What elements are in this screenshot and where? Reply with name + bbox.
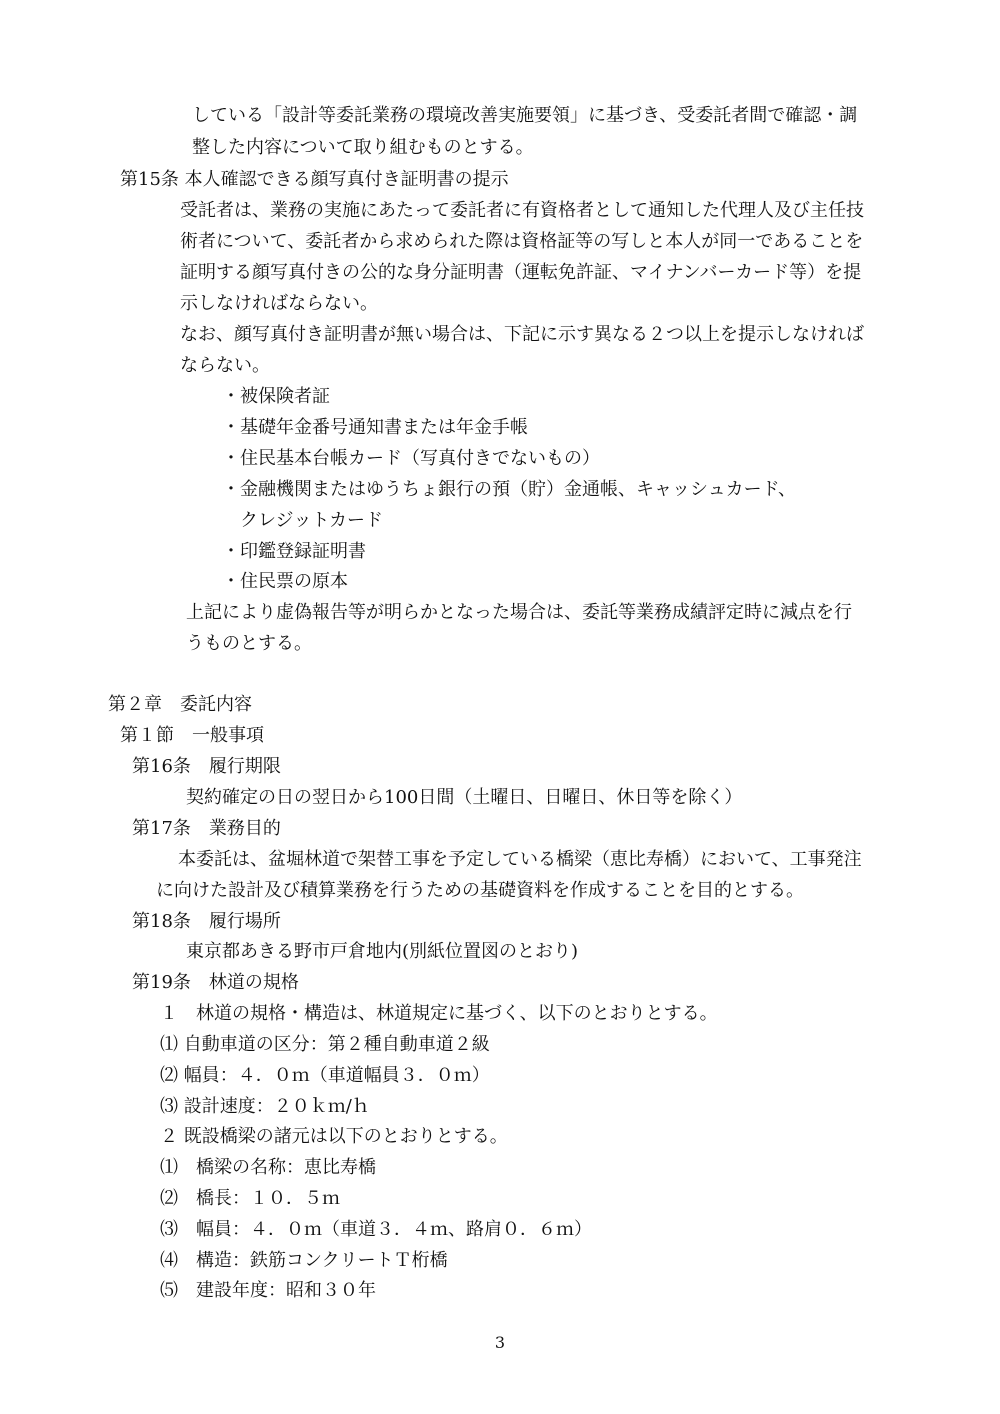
- text-line: １ 林道の規格・構造は、林道規定に基づく、以下のとおりとする。: [160, 1003, 718, 1024]
- list-item: ・住民票の原本: [222, 571, 348, 592]
- text-line: なお、顔写真付き証明書が無い場合は、下記に示す異なる２つ以上を提示しなければ: [180, 324, 864, 345]
- text-line: 契約確定の日の翌日から100日間（土曜日、日曜日、休日等を除く）: [186, 787, 743, 808]
- text-line: 上記により虚偽報告等が明らかとなった場合は、委託等業務成績評定時に減点を行: [186, 602, 852, 623]
- list-item: ⑵ 橋長：１０．５ｍ: [160, 1188, 340, 1209]
- text-line: している「設計等委託業務の環境改善実施要領」に基づき、受委託者間で確認・調: [192, 105, 858, 126]
- list-item: ⑴ 橋梁の名称：恵比寿橋: [160, 1157, 376, 1178]
- list-item: ⑶ 幅員：４．０ｍ（車道３．４ｍ、路肩０．６ｍ）: [160, 1219, 592, 1240]
- list-item: ⑸ 建設年度：昭和３０年: [160, 1280, 376, 1301]
- text-line: 整した内容について取り組むものとする。: [192, 137, 534, 158]
- article-15-heading: 第15条 本人確認できる顔写真付き証明書の提示: [120, 169, 509, 190]
- text-line: ならない。: [180, 355, 270, 376]
- page-number: 3: [494, 1333, 506, 1352]
- section-heading: 第１節 一般事項: [120, 725, 264, 746]
- text-line: 術者について、委託者から求められた際は資格証等の写しと本人が同一であることを: [180, 231, 864, 252]
- text-line: うものとする。: [186, 633, 312, 654]
- text-line: ２ 既設橋梁の諸元は以下のとおりとする。: [160, 1126, 508, 1147]
- text-line: 本委託は、盆堀林道で架替工事を予定している橋梁（恵比寿橋）において、工事発注: [178, 849, 862, 870]
- text-line: 受託者は、業務の実施にあたって委託者に有資格者として通知した代理人及び主任技: [180, 200, 864, 221]
- list-item: ⑷ 構造：鉄筋コンクリートＴ桁橋: [160, 1250, 448, 1271]
- list-item: ⑵ 幅員：４．０ｍ（車道幅員３．０ｍ）: [160, 1065, 490, 1086]
- text-line: 証明する顔写真付きの公的な身分証明書（運転免許証、マイナンバーカード等）を提: [180, 262, 862, 283]
- list-item: ・金融機関またはゆうちょ銀行の預（貯）金通帳、キャッシュカード、: [222, 479, 797, 500]
- text-line: に向けた設計及び積算業務を行うための基礎資料を作成することを目的とする。: [156, 880, 804, 901]
- article-19-heading: 第19条 林道の規格: [132, 972, 299, 993]
- text-line: 示しなければならない。: [180, 293, 378, 314]
- article-18-heading: 第18条 履行場所: [132, 911, 281, 932]
- list-item: ・基礎年金番号通知書または年金手帳: [222, 417, 528, 438]
- list-item: ・印鑑登録証明書: [222, 541, 366, 562]
- list-item: ・被保険者証: [222, 386, 330, 407]
- list-item: ⑴ 自動車道の区分：第２種自動車道２級: [160, 1034, 490, 1055]
- text-line: 東京都あきる野市戸倉地内(別紙位置図のとおり): [186, 941, 579, 962]
- article-17-heading: 第17条 業務目的: [132, 818, 281, 839]
- list-item: ・住民基本台帳カード（写真付きでないもの）: [222, 448, 600, 469]
- chapter-heading: 第２章 委託内容: [108, 694, 252, 715]
- article-16-heading: 第16条 履行期限: [132, 756, 281, 777]
- list-item-continuation: クレジットカード: [240, 510, 384, 531]
- list-item: ⑶ 設計速度：２０ｋｍ/ｈ: [160, 1096, 370, 1117]
